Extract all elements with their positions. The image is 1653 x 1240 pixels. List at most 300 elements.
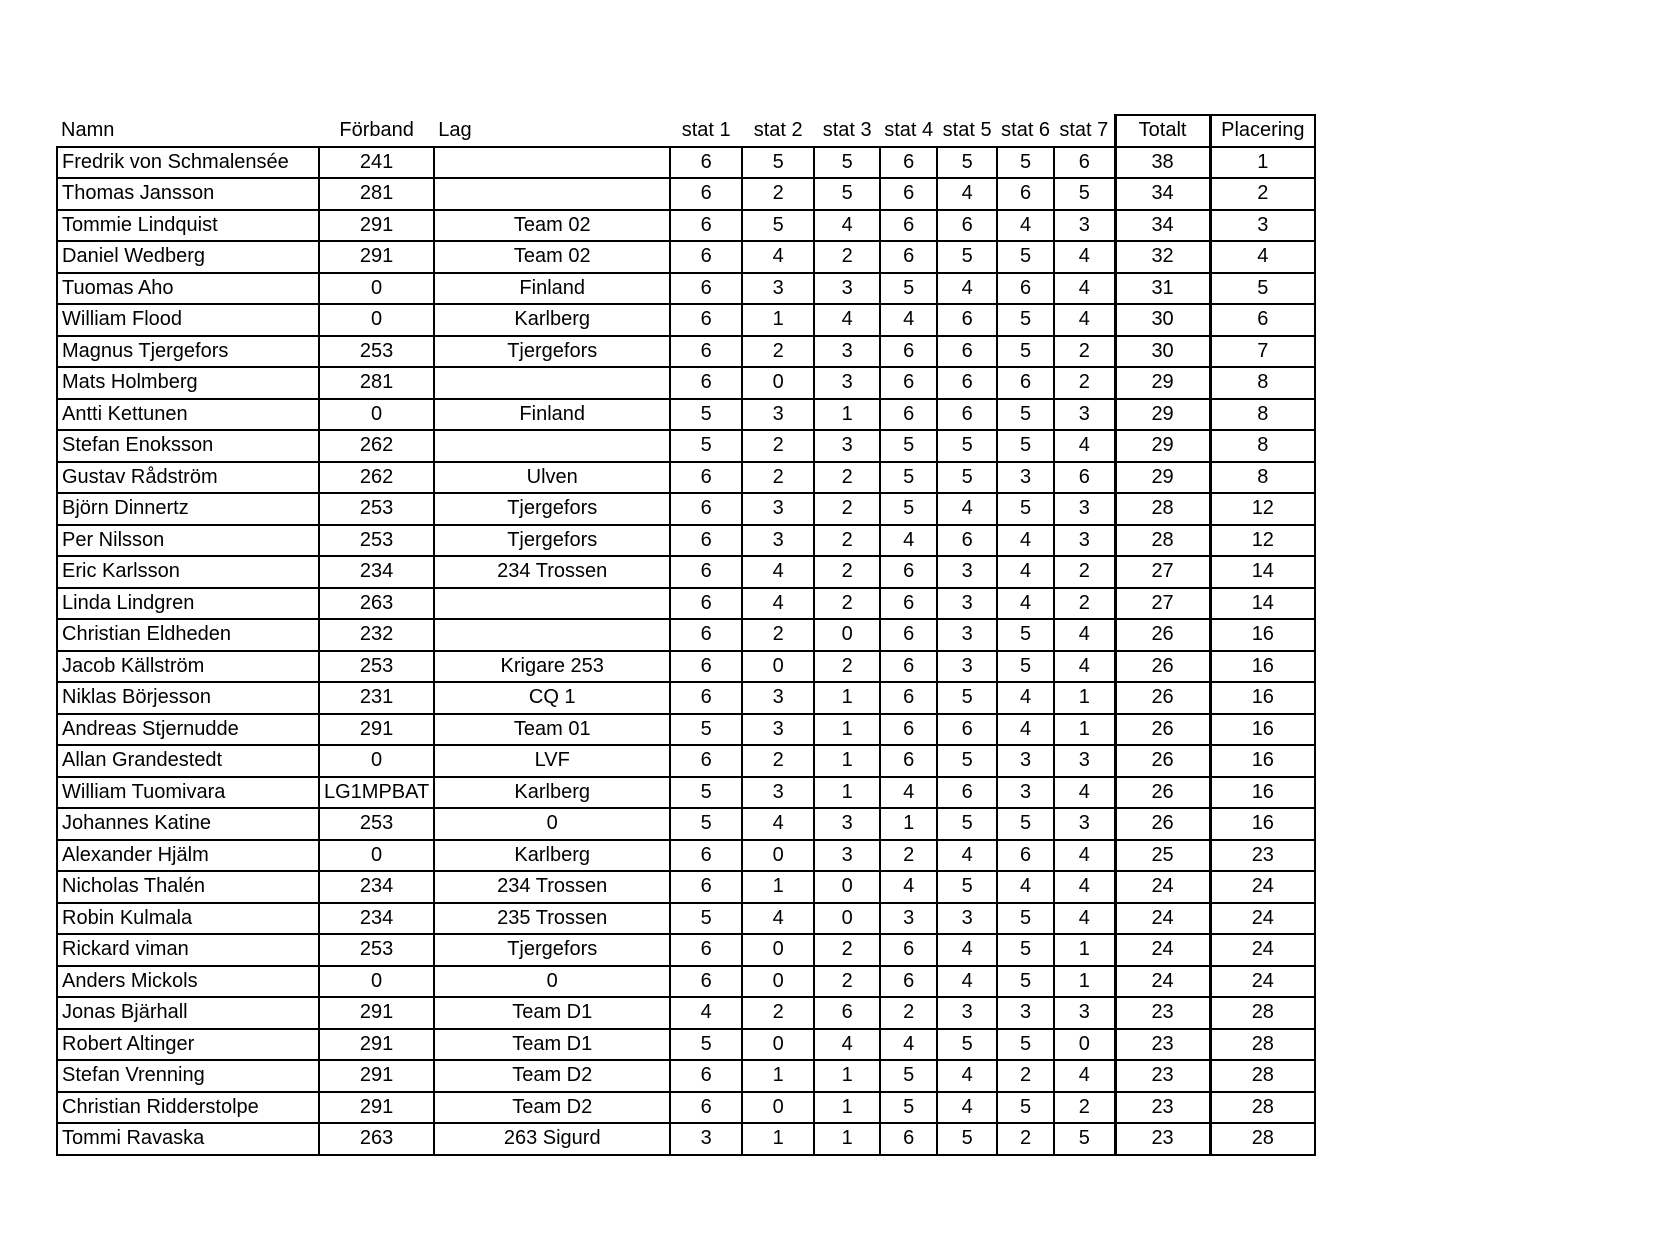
cell-totalt: 23: [1115, 1123, 1210, 1155]
cell-lag: 0: [434, 808, 670, 840]
cell-totalt: 28: [1115, 525, 1210, 557]
cell-placering: 28: [1210, 1060, 1315, 1092]
cell-stat-4: 6: [880, 178, 937, 210]
cell-stat-4: 6: [880, 588, 937, 620]
table-row: [57, 745, 1315, 777]
cell-stat-7: 3: [1054, 399, 1115, 431]
cell-forband: 291: [319, 210, 434, 242]
cell-stat-6: 5: [997, 430, 1054, 462]
cell-totalt: 34: [1115, 210, 1210, 242]
table-row: [57, 651, 1315, 683]
header-placering: Placering: [1210, 115, 1315, 147]
table-body: [57, 147, 1315, 1155]
cell-stat-7: 3: [1054, 808, 1115, 840]
cell-totalt: 24: [1115, 903, 1210, 935]
cell-stat-2: 3: [742, 273, 814, 305]
cell-lag: Team D2: [434, 1060, 670, 1092]
cell-stat-4: 3: [880, 903, 937, 935]
cell-stat-5: 4: [937, 273, 997, 305]
cell-forband: 0: [319, 399, 434, 431]
cell-stat-6: 4: [997, 210, 1054, 242]
cell-stat-2: 0: [742, 934, 814, 966]
cell-totalt: 24: [1115, 871, 1210, 903]
results-table: [56, 114, 1316, 1156]
cell-forband: 291: [319, 997, 434, 1029]
cell-stat-3: 3: [814, 273, 880, 305]
table-row: [57, 777, 1315, 809]
cell-stat-6: 6: [997, 840, 1054, 872]
cell-totalt: 26: [1115, 745, 1210, 777]
cell-placering: 16: [1210, 777, 1315, 809]
cell-lag: Tjergefors: [434, 525, 670, 557]
table-row: [57, 399, 1315, 431]
cell-totalt: 30: [1115, 336, 1210, 368]
cell-forband: 291: [319, 1060, 434, 1092]
cell-stat-7: 4: [1054, 1060, 1115, 1092]
cell-stat-6: 5: [997, 493, 1054, 525]
table-row: [57, 336, 1315, 368]
cell-stat-2: 2: [742, 462, 814, 494]
table-row: [57, 178, 1315, 210]
cell-lag: Karlberg: [434, 777, 670, 809]
cell-stat-4: 4: [880, 871, 937, 903]
table-row: [57, 430, 1315, 462]
cell-stat-1: 5: [670, 1029, 742, 1061]
cell-stat-7: 4: [1054, 840, 1115, 872]
table-row: [57, 210, 1315, 242]
cell-stat-3: 0: [814, 903, 880, 935]
cell-stat-3: 2: [814, 462, 880, 494]
cell-stat-1: 6: [670, 745, 742, 777]
cell-totalt: 34: [1115, 178, 1210, 210]
table-row: [57, 1092, 1315, 1124]
cell-stat-1: 6: [670, 651, 742, 683]
cell-stat-6: 4: [997, 714, 1054, 746]
cell-lag: Finland: [434, 399, 670, 431]
cell-stat-4: 5: [880, 493, 937, 525]
cell-stat-1: 6: [670, 210, 742, 242]
table-row: [57, 808, 1315, 840]
table-row: [57, 273, 1315, 305]
cell-stat-1: 6: [670, 336, 742, 368]
cell-namn: Antti Kettunen: [57, 399, 319, 431]
cell-stat-2: 1: [742, 1123, 814, 1155]
cell-stat-4: 6: [880, 556, 937, 588]
cell-placering: 12: [1210, 525, 1315, 557]
cell-stat-5: 5: [937, 682, 997, 714]
cell-stat-2: 4: [742, 588, 814, 620]
cell-lag: Finland: [434, 273, 670, 305]
cell-placering: 24: [1210, 966, 1315, 998]
cell-forband: 262: [319, 430, 434, 462]
cell-stat-7: 1: [1054, 966, 1115, 998]
table-row: [57, 934, 1315, 966]
cell-stat-2: 0: [742, 840, 814, 872]
cell-stat-4: 2: [880, 997, 937, 1029]
cell-stat-5: 6: [937, 336, 997, 368]
cell-namn: Linda Lindgren: [57, 588, 319, 620]
cell-placering: 16: [1210, 808, 1315, 840]
header-stat-6: stat 6: [1001, 118, 1051, 141]
cell-totalt: 29: [1115, 367, 1210, 399]
cell-stat-2: 2: [742, 997, 814, 1029]
cell-stat-3: 1: [814, 714, 880, 746]
cell-forband: 241: [319, 147, 434, 179]
cell-stat-7: 2: [1054, 1092, 1115, 1124]
cell-stat-5: 4: [937, 178, 997, 210]
table-row: [57, 556, 1315, 588]
cell-lag: Ulven: [434, 462, 670, 494]
cell-stat-4: 6: [880, 714, 937, 746]
cell-stat-3: 1: [814, 682, 880, 714]
cell-stat-1: 5: [670, 430, 742, 462]
cell-forband: 253: [319, 493, 434, 525]
cell-totalt: 29: [1115, 430, 1210, 462]
cell-stat-5: 4: [937, 840, 997, 872]
cell-placering: 16: [1210, 745, 1315, 777]
cell-stat-3: 4: [814, 210, 880, 242]
header-stat-1: stat 1: [681, 118, 731, 141]
cell-namn: Anders Mickols: [57, 966, 319, 998]
cell-stat-3: 6: [814, 997, 880, 1029]
cell-lag: Team D2: [434, 1092, 670, 1124]
cell-stat-3: 2: [814, 525, 880, 557]
cell-stat-7: 4: [1054, 777, 1115, 809]
cell-stat-7: 4: [1054, 903, 1115, 935]
cell-stat-4: 5: [880, 430, 937, 462]
table-row: [57, 871, 1315, 903]
cell-stat-6: 5: [997, 934, 1054, 966]
cell-totalt: 31: [1115, 273, 1210, 305]
cell-namn: Allan Grandestedt: [57, 745, 319, 777]
cell-stat-5: 5: [937, 871, 997, 903]
cell-stat-5: 5: [937, 147, 997, 179]
cell-stat-4: 6: [880, 367, 937, 399]
cell-placering: 24: [1210, 934, 1315, 966]
cell-lag: [434, 619, 670, 651]
cell-stat-6: 3: [997, 997, 1054, 1029]
cell-totalt: 27: [1115, 556, 1210, 588]
cell-stat-1: 6: [670, 178, 742, 210]
cell-stat-1: 6: [670, 367, 742, 399]
cell-stat-6: 4: [997, 682, 1054, 714]
cell-lag: Tjergefors: [434, 934, 670, 966]
cell-stat-1: 6: [670, 241, 742, 273]
cell-stat-1: 6: [670, 871, 742, 903]
cell-stat-2: 3: [742, 682, 814, 714]
cell-forband: 263: [319, 1123, 434, 1155]
cell-stat-6: 4: [997, 556, 1054, 588]
cell-stat-2: 3: [742, 525, 814, 557]
cell-totalt: 32: [1115, 241, 1210, 273]
table-row: [57, 1123, 1315, 1155]
cell-forband: 291: [319, 1092, 434, 1124]
cell-stat-2: 5: [742, 147, 814, 179]
cell-stat-2: 4: [742, 903, 814, 935]
cell-forband: 232: [319, 619, 434, 651]
table-row: [57, 304, 1315, 336]
cell-stat-1: 6: [670, 525, 742, 557]
cell-stat-1: 5: [670, 777, 742, 809]
cell-placering: 28: [1210, 1029, 1315, 1061]
cell-stat-7: 2: [1054, 336, 1115, 368]
cell-stat-2: 0: [742, 1029, 814, 1061]
cell-stat-3: 2: [814, 651, 880, 683]
cell-namn: Niklas Börjesson: [57, 682, 319, 714]
cell-totalt: 26: [1115, 619, 1210, 651]
cell-stat-6: 5: [997, 399, 1054, 431]
cell-stat-7: 1: [1054, 934, 1115, 966]
cell-stat-1: 6: [670, 588, 742, 620]
cell-forband: 291: [319, 241, 434, 273]
cell-stat-5: 6: [937, 777, 997, 809]
cell-stat-7: 5: [1054, 1123, 1115, 1155]
table-row: [57, 903, 1315, 935]
cell-stat-1: 6: [670, 682, 742, 714]
cell-totalt: 23: [1115, 1092, 1210, 1124]
cell-stat-2: 4: [742, 556, 814, 588]
cell-stat-4: 6: [880, 966, 937, 998]
cell-stat-1: 6: [670, 462, 742, 494]
cell-namn: Tommie Lindquist: [57, 210, 319, 242]
cell-stat-4: 6: [880, 210, 937, 242]
cell-totalt: 23: [1115, 1060, 1210, 1092]
cell-placering: 16: [1210, 651, 1315, 683]
cell-namn: William Tuomivara: [57, 777, 319, 809]
cell-stat-5: 4: [937, 1092, 997, 1124]
cell-placering: 5: [1210, 273, 1315, 305]
cell-lag: LVF: [434, 745, 670, 777]
cell-stat-7: 4: [1054, 304, 1115, 336]
cell-stat-7: 3: [1054, 997, 1115, 1029]
cell-stat-7: 5: [1054, 178, 1115, 210]
cell-stat-7: 4: [1054, 871, 1115, 903]
cell-stat-6: 3: [997, 462, 1054, 494]
cell-lag: [434, 588, 670, 620]
cell-stat-6: 3: [997, 745, 1054, 777]
cell-stat-3: 4: [814, 304, 880, 336]
header-totalt: Totalt: [1115, 115, 1210, 147]
cell-stat-7: 4: [1054, 273, 1115, 305]
cell-lag: Karlberg: [434, 840, 670, 872]
cell-totalt: 23: [1115, 997, 1210, 1029]
cell-lag: Tjergefors: [434, 493, 670, 525]
table-row: [57, 525, 1315, 557]
cell-namn: Daniel Wedberg: [57, 241, 319, 273]
cell-lag: 0: [434, 966, 670, 998]
cell-stat-3: 1: [814, 745, 880, 777]
cell-forband: 291: [319, 1029, 434, 1061]
cell-stat-2: 1: [742, 1060, 814, 1092]
cell-totalt: 25: [1115, 840, 1210, 872]
cell-forband: LG1MPBAT: [319, 777, 434, 809]
cell-stat-4: 6: [880, 682, 937, 714]
cell-placering: 16: [1210, 682, 1315, 714]
cell-namn: Gustav Rådström: [57, 462, 319, 494]
cell-stat-1: 5: [670, 903, 742, 935]
cell-totalt: 28: [1115, 493, 1210, 525]
cell-forband: 234: [319, 556, 434, 588]
cell-lag: [434, 178, 670, 210]
cell-placering: 28: [1210, 1123, 1315, 1155]
cell-namn: Stefan Enoksson: [57, 430, 319, 462]
cell-lag: Karlberg: [434, 304, 670, 336]
cell-stat-5: 3: [937, 997, 997, 1029]
cell-stat-3: 2: [814, 556, 880, 588]
cell-lag: Team 02: [434, 210, 670, 242]
cell-stat-5: 3: [937, 651, 997, 683]
cell-stat-7: 4: [1054, 619, 1115, 651]
cell-placering: 6: [1210, 304, 1315, 336]
cell-stat-6: 5: [997, 147, 1054, 179]
cell-stat-5: 6: [937, 399, 997, 431]
cell-forband: 234: [319, 871, 434, 903]
cell-stat-5: 5: [937, 808, 997, 840]
cell-stat-1: 6: [670, 304, 742, 336]
cell-placering: 8: [1210, 367, 1315, 399]
cell-forband: 0: [319, 966, 434, 998]
table-row: [57, 840, 1315, 872]
cell-stat-3: 4: [814, 1029, 880, 1061]
cell-stat-4: 4: [880, 777, 937, 809]
cell-placering: 24: [1210, 903, 1315, 935]
cell-stat-7: 2: [1054, 588, 1115, 620]
cell-stat-4: 5: [880, 1060, 937, 1092]
cell-stat-7: 3: [1054, 210, 1115, 242]
cell-namn: Johannes Katine: [57, 808, 319, 840]
cell-stat-3: 1: [814, 777, 880, 809]
cell-stat-4: 6: [880, 651, 937, 683]
cell-stat-6: 5: [997, 336, 1054, 368]
cell-totalt: 38: [1115, 147, 1210, 179]
cell-stat-3: 2: [814, 241, 880, 273]
cell-lag: 234 Trossen: [434, 556, 670, 588]
cell-stat-7: 6: [1054, 147, 1115, 179]
table-row: [57, 367, 1315, 399]
cell-stat-5: 5: [937, 462, 997, 494]
table-row: [57, 714, 1315, 746]
cell-totalt: 27: [1115, 588, 1210, 620]
cell-stat-3: 0: [814, 619, 880, 651]
cell-stat-6: 6: [997, 273, 1054, 305]
cell-placering: 12: [1210, 493, 1315, 525]
cell-lag: Team D1: [434, 1029, 670, 1061]
table-row: [57, 241, 1315, 273]
cell-stat-3: 1: [814, 1123, 880, 1155]
cell-stat-1: 5: [670, 399, 742, 431]
cell-stat-5: 4: [937, 966, 997, 998]
cell-totalt: 24: [1115, 934, 1210, 966]
header-stat-2: stat 2: [753, 118, 803, 141]
cell-stat-2: 2: [742, 430, 814, 462]
cell-stat-5: 3: [937, 619, 997, 651]
cell-stat-4: 6: [880, 147, 937, 179]
cell-stat-5: 3: [937, 903, 997, 935]
cell-lag: [434, 367, 670, 399]
cell-stat-3: 2: [814, 493, 880, 525]
cell-stat-3: 5: [814, 178, 880, 210]
cell-lag: [434, 147, 670, 179]
header-lag: Lag: [438, 118, 472, 141]
cell-stat-7: 2: [1054, 556, 1115, 588]
cell-stat-7: 6: [1054, 462, 1115, 494]
cell-stat-6: 3: [997, 777, 1054, 809]
cell-namn: Eric Karlsson: [57, 556, 319, 588]
cell-namn: Jacob Källström: [57, 651, 319, 683]
cell-stat-1: 4: [670, 997, 742, 1029]
cell-stat-1: 5: [670, 714, 742, 746]
cell-stat-2: 2: [742, 745, 814, 777]
cell-stat-6: 5: [997, 808, 1054, 840]
cell-stat-4: 6: [880, 241, 937, 273]
cell-lag: Team 02: [434, 241, 670, 273]
cell-lag: [434, 430, 670, 462]
cell-placering: 3: [1210, 210, 1315, 242]
cell-placering: 23: [1210, 840, 1315, 872]
cell-lag: Tjergefors: [434, 336, 670, 368]
cell-stat-6: 5: [997, 1029, 1054, 1061]
cell-stat-3: 5: [814, 147, 880, 179]
cell-namn: Andreas Stjernudde: [57, 714, 319, 746]
cell-namn: William Flood: [57, 304, 319, 336]
cell-namn: Christian Ridderstolpe: [57, 1092, 319, 1124]
cell-stat-2: 1: [742, 304, 814, 336]
table-row: [57, 619, 1315, 651]
cell-totalt: 24: [1115, 966, 1210, 998]
cell-stat-1: 6: [670, 1060, 742, 1092]
cell-placering: 28: [1210, 997, 1315, 1029]
cell-forband: 281: [319, 367, 434, 399]
cell-stat-5: 5: [937, 1123, 997, 1155]
cell-stat-7: 4: [1054, 241, 1115, 273]
cell-stat-2: 2: [742, 619, 814, 651]
cell-totalt: 30: [1115, 304, 1210, 336]
cell-stat-7: 4: [1054, 430, 1115, 462]
cell-stat-6: 4: [997, 525, 1054, 557]
cell-stat-6: 5: [997, 304, 1054, 336]
table-row: [57, 462, 1315, 494]
cell-lag: Team D1: [434, 997, 670, 1029]
cell-totalt: 29: [1115, 462, 1210, 494]
cell-lag: CQ 1: [434, 682, 670, 714]
cell-stat-2: 3: [742, 714, 814, 746]
cell-stat-2: 4: [742, 808, 814, 840]
cell-stat-3: 3: [814, 336, 880, 368]
header-stat-7: stat 7: [1059, 118, 1109, 141]
cell-stat-6: 5: [997, 903, 1054, 935]
cell-stat-6: 5: [997, 651, 1054, 683]
cell-stat-3: 1: [814, 399, 880, 431]
cell-stat-3: 3: [814, 367, 880, 399]
cell-namn: Tommi Ravaska: [57, 1123, 319, 1155]
cell-forband: 231: [319, 682, 434, 714]
cell-stat-2: 3: [742, 777, 814, 809]
cell-stat-7: 1: [1054, 714, 1115, 746]
cell-stat-7: 3: [1054, 745, 1115, 777]
cell-stat-5: 6: [937, 210, 997, 242]
cell-stat-4: 1: [880, 808, 937, 840]
cell-stat-2: 3: [742, 493, 814, 525]
cell-stat-2: 0: [742, 966, 814, 998]
cell-stat-6: 5: [997, 966, 1054, 998]
cell-lag: 263 Sigurd: [434, 1123, 670, 1155]
cell-stat-2: 0: [742, 1092, 814, 1124]
cell-totalt: 26: [1115, 682, 1210, 714]
cell-stat-1: 6: [670, 273, 742, 305]
cell-placering: 8: [1210, 462, 1315, 494]
cell-stat-3: 3: [814, 840, 880, 872]
table-row: [57, 682, 1315, 714]
